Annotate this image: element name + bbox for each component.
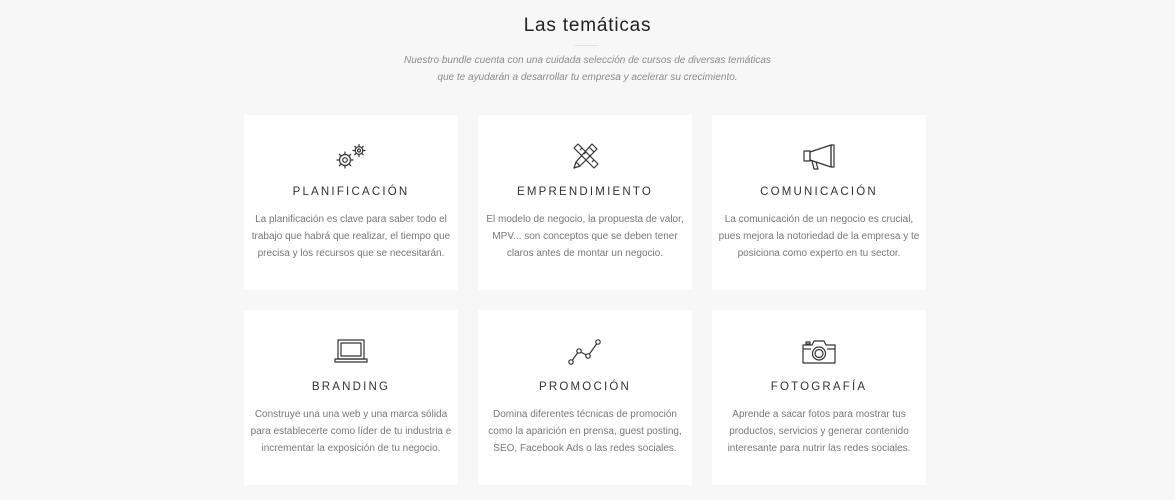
laptop-icon	[244, 336, 458, 368]
card-text-line: SEO, Facebook Ads o las redes sociales.	[493, 443, 677, 454]
topic-card-fotografia[interactable]	[712, 310, 926, 485]
pencil-ruler-icon	[478, 141, 692, 173]
card-text-line: trabajo que habrá que realizar, el tiempo que	[251, 231, 451, 242]
card-text-line: productos, servicios y generar contenido	[729, 426, 909, 437]
card-title: PLANIFICACIÓN	[292, 186, 410, 198]
card-title: FOTOGRAFÍA	[770, 381, 868, 393]
card-text-line: El modelo de negocio, la propuesta de valor,	[486, 214, 684, 225]
topic-card-branding[interactable]	[244, 310, 458, 485]
card-text-line: Construye una una web y una marca sólida	[254, 409, 448, 420]
card-text-line: Domina diferentes técnicas de promoción	[493, 409, 677, 420]
card-title: PROMOCIÓN	[539, 381, 631, 393]
card-description	[249, 406, 453, 457]
card-text-line: La planificación es clave para saber todo el	[255, 214, 447, 225]
card-text-line: claros antes de montar un negocio.	[506, 248, 664, 259]
card-description	[717, 406, 921, 457]
card-description	[717, 211, 921, 262]
card-title: COMUNICACIÓN	[760, 186, 878, 198]
topic-card-promocion[interactable]	[478, 310, 692, 485]
topic-card-emprendimiento[interactable]	[478, 115, 692, 290]
section-subtitle	[0, 52, 1175, 86]
card-title: BRANDING	[311, 381, 391, 393]
card-description	[483, 406, 687, 457]
camera-icon	[712, 336, 926, 368]
card-text-line: como la aparición en prensa, guest posting,	[488, 426, 682, 437]
subtitle-line: que te ayudarán a desarrollar tu empresa y acelerar su crecimiento.	[437, 72, 738, 83]
topic-card-comunicacion[interactable]	[712, 115, 926, 290]
card-text-line: posiciona como experto en tu sector.	[737, 248, 901, 259]
topic-card-planificacion[interactable]	[244, 115, 458, 290]
megaphone-icon	[712, 141, 926, 173]
card-text-line: interesante para nutrir las redes sociales.	[727, 443, 911, 454]
section-title: Las temáticas	[523, 15, 652, 36]
card-title: EMPRENDIMIENTO	[516, 186, 653, 198]
card-description	[249, 211, 453, 262]
card-text-line: Aprende a sacar fotos para mostrar tus	[732, 409, 906, 420]
subtitle-line: Nuestro bundle cuenta con una cuidada selección de cursos de diversas temáticas	[404, 55, 771, 66]
card-text-line: incrementar la exposición de tu negocio.	[261, 443, 441, 454]
card-description	[483, 211, 687, 262]
title-divider	[575, 45, 599, 46]
card-text-line: La comunicación de un negocio es crucial,	[724, 214, 914, 225]
card-text-line: precisa y los recursos que se necesitarán.	[257, 248, 445, 259]
card-text-line: para establecerte como líder de tu industria e	[250, 426, 452, 437]
card-text-line: pues mejora la notoriedad de la empresa y te	[718, 231, 920, 242]
line-chart-icon	[478, 336, 692, 368]
card-text-line: MPV... son conceptos que se deben tener	[492, 231, 678, 242]
gears-icon	[244, 141, 458, 173]
